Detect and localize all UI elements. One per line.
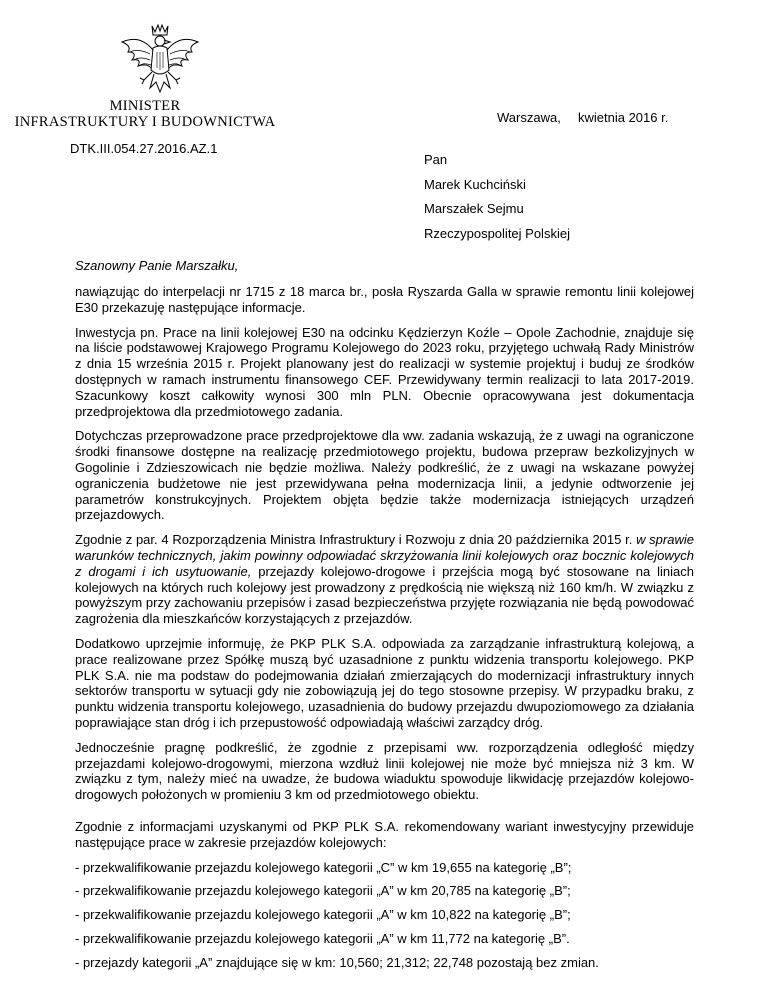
list-item: - przekwalifikowanie przejazdu kolejowego kategorii „A” w km 11,772 na kategorię „B”. (75, 930, 570, 946)
list-item: - przekwalifikowanie przejazdu kolejowego kategorii „C” w km 19,655 na kategorię „B”; (75, 859, 572, 875)
paragraph (75, 532, 694, 627)
addressee-line: Marek Kuchciński (424, 177, 526, 192)
place-city: Warszawa, (497, 110, 561, 125)
list-item: - przekwalifikowanie przejazdu kolejowego kategorii „A” w km 10,822 na kategorię „B”; (75, 907, 571, 923)
salutation: Szanowny Panie Marszałku, (75, 258, 239, 273)
regulation-title: w sprawie warunków technicznych, jakim powinny odpowiadać skrzyżowania linii kolejowych oraz bocznic kolejowych z drogami i ich usytuowanie, (75, 532, 694, 579)
addressee-line: Marszałek Sejmu (424, 201, 524, 216)
paragraph-text: Zgodnie z par. 4 Rozporządzenia Ministra Infrastruktury i Rozwoju z dnia 20 października 2015 r. (75, 532, 633, 548)
place-date: kwietnia 2016 r. (578, 110, 669, 125)
reference-number: DTK.III.054.27.2016.AZ.1 (70, 141, 218, 156)
ministry-title: MINISTER (109, 98, 181, 114)
letter-body (75, 284, 694, 978)
paragraph-text: przejazdy kolejowo-drogowe i przejścia mogą być stosowane na liniach kolejowych na których ruch kolejowy jest prowadzony z prędkością nie większą niż 160 km/h. W związku z powyższym przy zachowaniu przepisów i zasad bezpieczeństwa przyjęte rozwiązania nie będą powodować zagrożenia dla mieszkańców korzystających z przejazdów. (75, 563, 694, 627)
paragraph: Dotychczas przeprowadzone prace przedprojektowe dla ww. zadania wskazują, że z uwagi na ograniczone środki finansowe dostępne na realizację przedmiotowego projektu, budowa przepraw bezkolizyjnych w Gogolinie i Zdzieszowicach nie będzie możliwa. Należy podkreślić, że z uwagi na wskazane powyżej ograniczenia budżetowe nie jest przewidywana pełna modernizacja linii, a jedynie odtworzenie jej parametrów konstrukcyjnych. Projektem objęta będzie także modernizacja istniejących urządzeń przejazdowych. (75, 428, 694, 523)
ministry-name (0, 98, 290, 130)
paragraph: Zgodnie z informacjami uzyskanymi od PKP PLK S.A. rekomendowany wariant inwestycyjny przewiduje następujące prace w zakresie przejazdów kolejowych: (75, 818, 694, 850)
addressee-line: Rzeczypospolitej Polskiej (424, 226, 570, 241)
paragraph: Jednocześnie pragnę podkreślić, że zgodnie z przepisami ww. rozporządzenia odległość między przejazdami kolejowo-drogowymi, mierzona wzdłuż linii kolejowej nie może być mniejsza niż 3 km. W związku z tym, należy mieć na uwadze, że budowa wiaduktu spowoduje likwidację przejazdów kolejowo-drogowych położonych w promieniu 3 km od przedmiotowego obiektu. (75, 739, 694, 803)
list-item: - przekwalifikowanie przejazdu kolejowego kategorii „A” w km 20,785 na kategorię „B”; (75, 883, 571, 899)
paragraph: Dodatkowo uprzejmie informuję, że PKP PLK S.A. odpowiada za zarządzanie infrastrukturą kolejową, a prace realizowane przez Spółkę muszą być uzasadnione z punktu widzenia transportu kolejowego. PKP PLK S.A. nie ma podstaw do podejmowania działań zmierzających do modernizacji infrastruktury innych sektorów transportu w sytuacji gdy nie zobowiązują jej do tego stosowne przepisy. W przypadku braku, z punktu widzenia transportu kolejowego, uzasadnienia do budowy przejazdu dwupoziomowego za działania poprawiające stan dróg i ich przepustowość odpowiadają właściwi zarządcy dróg. (75, 635, 694, 730)
paragraph: Inwestycja pn. Prace na linii kolejowej E30 na odcinku Kędzierzyn Koźle – Opole Zachodnie, znajduje się na liście podstawowej Krajowego Programu Kolejowego do 2023 roku, przyjętego uchwałą Rady Ministrów z dnia 15 września 2015 r. Projekt planowany jest do realizacji w systemie projektuj i buduj ze środków dostępnych w ramach instrumentu finansowego CEF. Przewidywany termin realizacji to lata 2017-2019. Szacunkowy koszt całkowity wynosi 300 mln PLN. Obecnie opracowywana jest dokumentacja przedprojektowa dla przedmiotowego zadania. (75, 324, 694, 419)
paragraph: nawiązując do interpelacji nr 1715 z 18 marca br., posła Ryszarda Galla w sprawie remontu linii kolejowej E30 przekazuję następujące informacje. (75, 284, 694, 315)
polish-eagle-emblem-icon (110, 22, 210, 100)
list-item: - przejazdy kategorii „A” znajdujące się w km: 10,560; 21,312; 22,748 pozostają bez zmian. (75, 954, 599, 970)
addressee-line: Pan (424, 152, 448, 167)
ministry-department: INFRASTRUKTURY I BUDOWNICTWA (14, 114, 276, 130)
